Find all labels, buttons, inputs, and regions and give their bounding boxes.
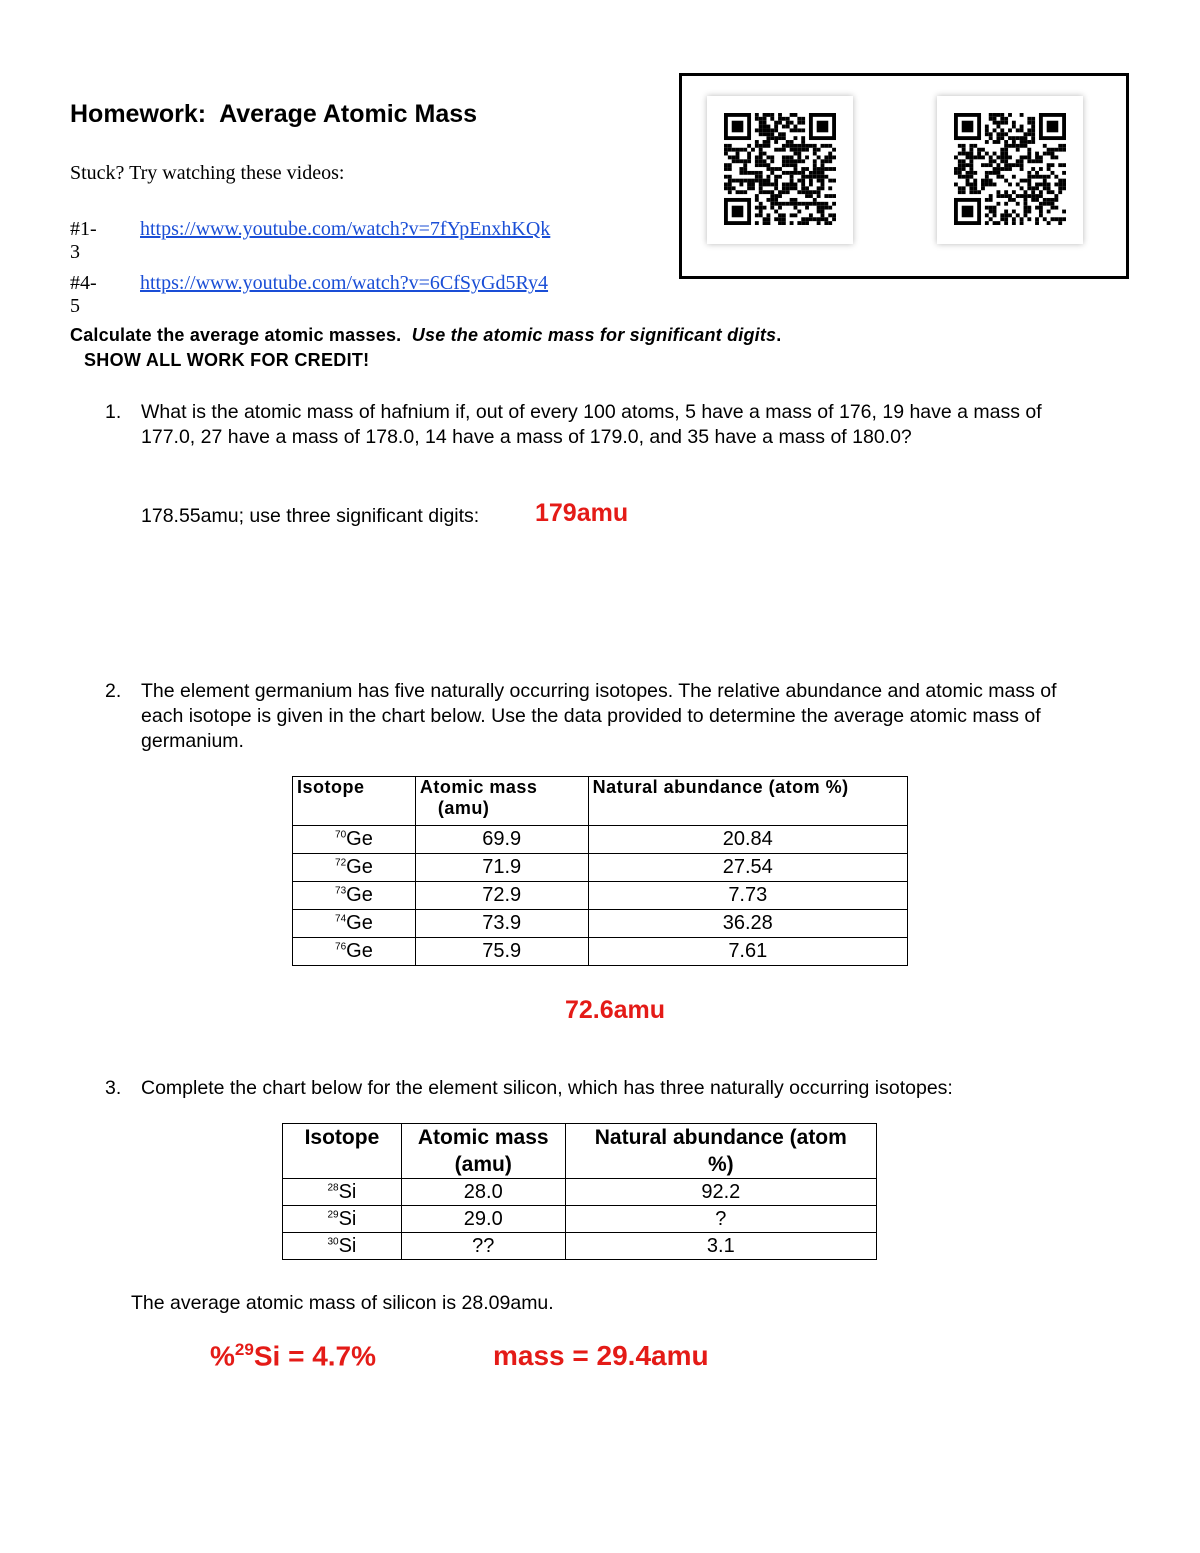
- video-link[interactable]: https://www.youtube.com/watch?v=7fYpEnxhKQk: [140, 218, 551, 240]
- answer-percent-value: Si = 4.7%: [253, 1340, 377, 1372]
- table-row: [293, 910, 908, 938]
- table-row: [283, 1233, 877, 1260]
- table-row: [293, 938, 908, 966]
- question-3: [105, 1076, 1105, 1106]
- header-atomic-mass-line2: (amu): [437, 798, 490, 818]
- header-abundance: Natural abundance (atom %): [588, 777, 907, 826]
- qr-code-card: [707, 96, 853, 244]
- table-row: [293, 854, 908, 882]
- instructions-italic: Use the atomic mass for significant digits: [411, 325, 777, 345]
- question-1: [105, 400, 1105, 460]
- q3-answer-mass: mass = 29.4amu: [493, 1340, 709, 1371]
- header-atomic-mass-line1: Atomic mass: [417, 1126, 549, 1149]
- isotope-cell: [293, 910, 416, 938]
- isotope-cell: [283, 1233, 402, 1260]
- stuck-text: Stuck? Try watching these videos:: [70, 162, 345, 184]
- abundance-cell: 7.73: [588, 882, 907, 910]
- instructions-end: .: [776, 325, 782, 345]
- abundance-cell: 20.84: [588, 826, 907, 854]
- table-header-row: [283, 1124, 877, 1179]
- element-symbol: Si: [338, 1180, 357, 1203]
- question-number: 1.: [105, 401, 122, 423]
- abundance-cell: ?: [565, 1206, 876, 1233]
- mass-number: 29: [327, 1208, 339, 1220]
- qr-code-card: [937, 96, 1083, 244]
- instructions: [70, 325, 781, 346]
- video-label: #1-3: [70, 218, 97, 263]
- isotope-cell: [283, 1206, 402, 1233]
- abundance-cell: 36.28: [588, 910, 907, 938]
- question-text: Complete the chart below for the element silicon, which has three naturally occurring isotopes:: [141, 1077, 953, 1099]
- isotope-cell: [293, 854, 416, 882]
- element-symbol: Si: [338, 1234, 357, 1257]
- mass-cell: 75.9: [415, 938, 588, 966]
- qr-code-icon: [724, 113, 836, 225]
- header-abundance: [565, 1124, 876, 1179]
- isotope-cell: [293, 882, 416, 910]
- element-symbol: Ge: [346, 884, 373, 906]
- abundance-cell: 27.54: [588, 854, 907, 882]
- header-atomic-mass-line2: (amu): [454, 1153, 512, 1176]
- q3-answer-percent: [210, 1340, 376, 1372]
- video-label: #4-5: [70, 272, 97, 317]
- mass-number: 70: [335, 829, 347, 841]
- question-text: The element germanium has five naturally occurring isotopes. The relative abundance and atomic mass of each isotope is given in the chart below. Use the data provided to determine the average atomic mass of germanium.: [141, 680, 1057, 752]
- question-number: 2.: [105, 680, 122, 702]
- mass-cell: 72.9: [415, 882, 588, 910]
- instructions-bold: Calculate the average atomic masses.: [70, 325, 402, 345]
- mass-number: 73: [335, 885, 347, 897]
- table-header-row: [293, 777, 908, 826]
- q1-work: 178.55amu; use three significant digits:: [141, 505, 480, 527]
- abundance-cell: 7.61: [588, 938, 907, 966]
- header-abundance-line1: Natural abundance (atom: [594, 1126, 847, 1149]
- mass-cell: 28.0: [401, 1179, 565, 1206]
- question-number: 3.: [105, 1077, 122, 1099]
- mass-cell: 29.0: [401, 1206, 565, 1233]
- mass-number: 28: [327, 1181, 339, 1193]
- element-symbol: Ge: [346, 856, 373, 878]
- q2-answer: 72.6amu: [565, 996, 666, 1024]
- qr-code-icon: [954, 113, 1066, 225]
- mass-number: 30: [327, 1235, 339, 1247]
- table-row: [293, 882, 908, 910]
- question-text: What is the atomic mass of hafnium if, out of every 100 atoms, 5 have a mass of 176, 19 have a mass of 177.0, 27 have a mass of 178.0, 14 have a mass of 179.0, and 35 have a mass of 180.0?: [141, 401, 1042, 448]
- abundance-cell: 3.1: [565, 1233, 876, 1260]
- header-atomic-mass: [401, 1124, 565, 1179]
- table-row: [293, 826, 908, 854]
- element-symbol: Ge: [346, 828, 373, 850]
- mass-number: 72: [335, 857, 347, 869]
- video-link[interactable]: https://www.youtube.com/watch?v=6CfSyGd5Ry4: [140, 272, 549, 294]
- table-row: [283, 1206, 877, 1233]
- isotope-cell: [283, 1179, 402, 1206]
- silicon-table: [282, 1123, 877, 1260]
- abundance-cell: 92.2: [565, 1179, 876, 1206]
- mass-cell: 71.9: [415, 854, 588, 882]
- mass-number: 76: [335, 941, 347, 953]
- page-title: Homework: Average Atomic Mass: [70, 100, 478, 128]
- header-atomic-mass: [415, 777, 588, 826]
- isotope-cell: [293, 826, 416, 854]
- mass-number: 74: [335, 913, 347, 925]
- isotope-cell: [293, 938, 416, 966]
- show-all-work: SHOW ALL WORK FOR CREDIT!: [84, 350, 370, 370]
- element-symbol: Ge: [346, 912, 373, 934]
- mass-cell: 69.9: [415, 826, 588, 854]
- header-isotope: Isotope: [283, 1124, 402, 1179]
- question-2: [105, 679, 1105, 759]
- element-symbol: Si: [338, 1207, 357, 1230]
- mass-cell: 73.9: [415, 910, 588, 938]
- answer-mass-number: 29: [234, 1340, 254, 1359]
- germanium-table: [292, 776, 908, 966]
- element-symbol: Ge: [346, 940, 373, 962]
- qr-code-box: [679, 73, 1129, 279]
- header-isotope: Isotope: [293, 777, 416, 826]
- header-abundance-line2: %): [707, 1153, 734, 1176]
- q3-statement: The average atomic mass of silicon is 28.09amu.: [131, 1292, 554, 1314]
- header-atomic-mass-line1: Atomic mass: [419, 777, 538, 797]
- answer-percent-sign: %: [210, 1340, 235, 1372]
- mass-cell: ??: [401, 1233, 565, 1260]
- q1-answer: 179amu: [535, 499, 629, 527]
- table-row: [283, 1179, 877, 1206]
